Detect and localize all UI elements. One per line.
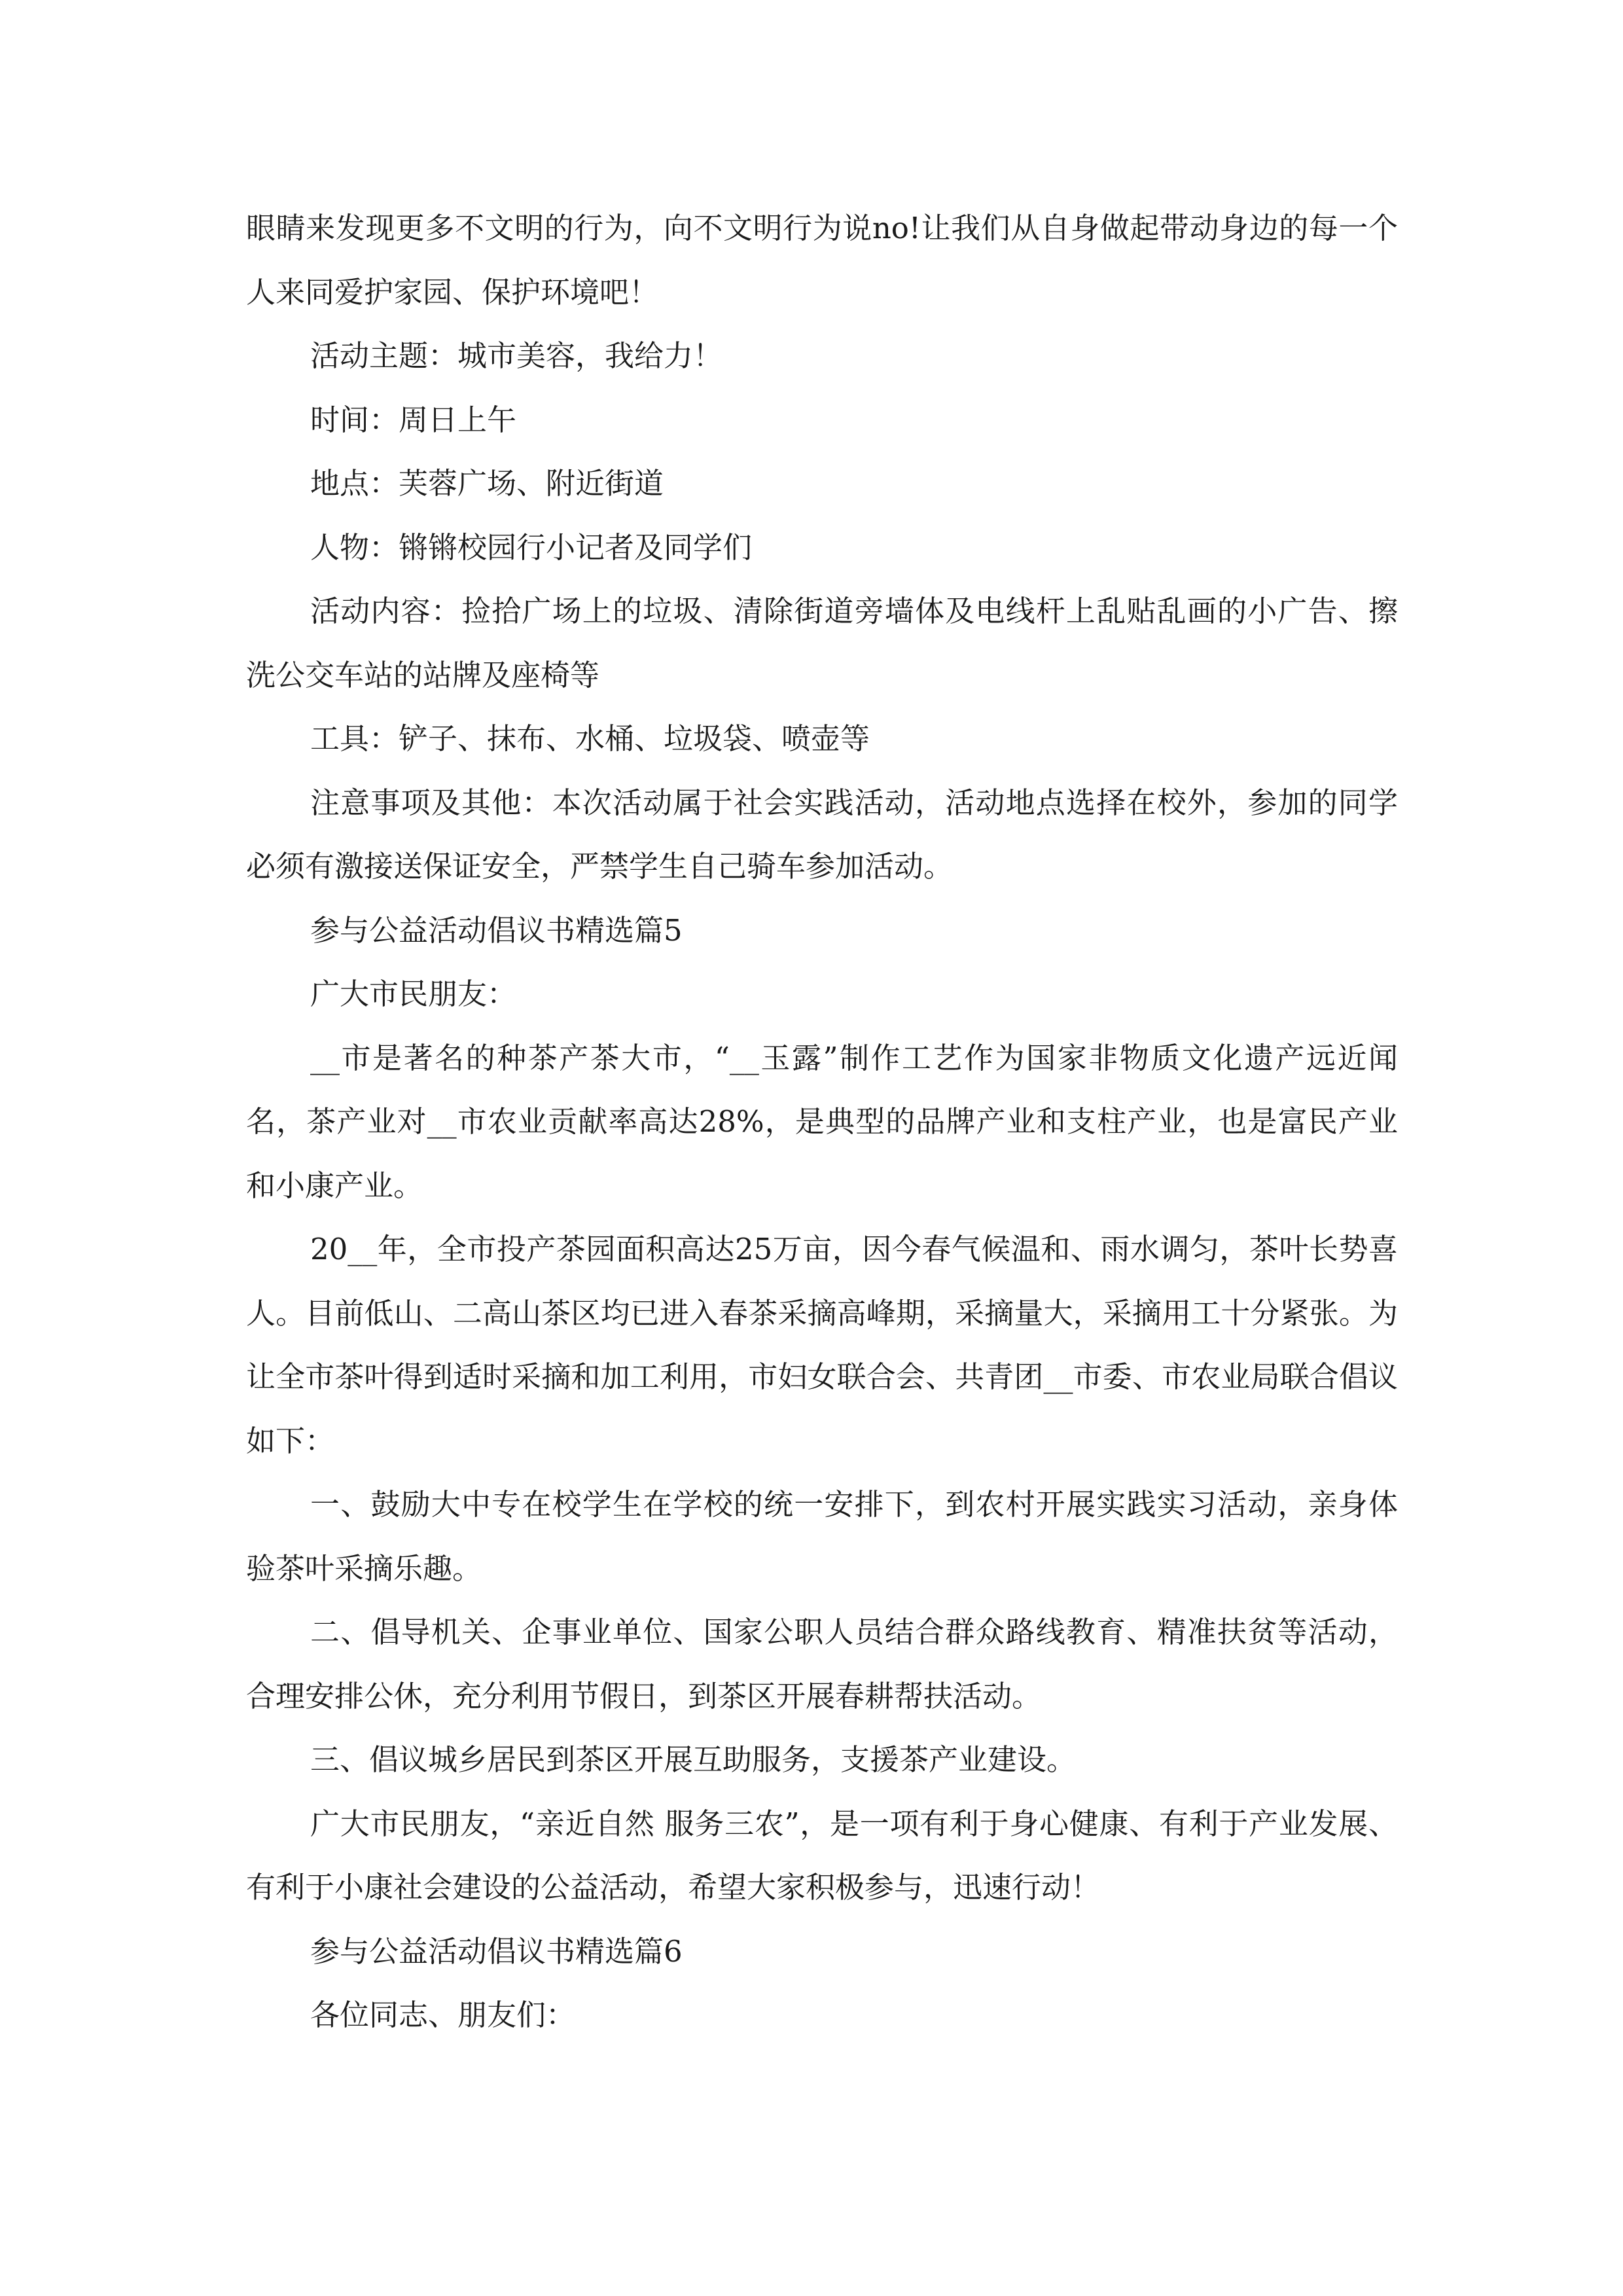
paragraph-participants: 人物：锵锵校园行小记者及同学们	[310, 529, 753, 565]
paragraph-location: 地点：芙蓉广场、附近街道	[310, 466, 664, 501]
section-heading-5: 参与公益活动倡议书精选篇5	[310, 912, 683, 948]
paragraph-activity-theme: 活动主题：城市美容，我给力！	[310, 338, 723, 373]
paragraph-proposal-3: 三、倡议城乡居民到茶区开展互助服务，支援茶产业建设。	[310, 1742, 1077, 1777]
paragraph-tools: 工具：铲子、抹布、水桶、垃圾袋、喷壶等	[310, 721, 870, 756]
paragraph-proposal-2: 二、倡导机关、企事业单位、国家公职人员结合群众路线教育、精准扶贫等活动，合理安排公休，充分利用节假日，到茶区开展春耕帮扶活动。	[246, 1615, 1398, 1713]
paragraph-time: 时间：周日上午	[310, 402, 517, 437]
document-body	[246, 196, 1398, 2047]
paragraph-salutation-5: 广大市民朋友：	[310, 977, 517, 1011]
paragraph-tea-city-intro: __市是著名的种茶产茶大市，“__玉露”制作工艺作为国家非物质文化遗产远近闻名，茶产业对__市农业贡献率高达28%，是典型的品牌产业和支柱产业，也是富民产业和小康产业。	[246, 1040, 1398, 1203]
paragraph-notes: 注意事项及其他：本次活动属于社会实践活动，活动地点选择在校外，参加的同学必须有激接送保证安全，严禁学生自己骑车参加活动。	[246, 785, 1398, 884]
paragraph-tea-harvest: 20__年，全市投产茶园面积高达25万亩，因今春气候温和、雨水调匀，茶叶长势喜人。目前低山、二高山茶区均已进入春茶采摘高峰期，采摘量大，采摘用工十分紧张。为让全市茶叶得到适时采摘和加工利用，市妇女联合会、共青团__市委、市农业局联合倡议如下：	[246, 1232, 1398, 1458]
paragraph-activity-content: 活动内容：捡拾广场上的垃圾、清除街道旁墙体及电线杆上乱贴乱画的小广告、擦洗公交车站的站牌及座椅等	[246, 594, 1398, 692]
paragraph-salutation-6: 各位同志、朋友们：	[310, 1998, 576, 2032]
paragraph-closing-5: 广大市民朋友，“亲近自然 服务三农”，是一项有利于身心健康、有利于产业发展、有利于小康社会建设的公益活动，希望大家积极参与，迅速行动！	[246, 1806, 1398, 1905]
section-heading-6: 参与公益活动倡议书精选篇6	[310, 1933, 683, 1969]
paragraph-closing-appeal: 眼睛来发现更多不文明的行为，向不文明行为说no!让我们从自身做起带动身边的每一个人来同爱护家园、保护环境吧！	[246, 211, 1398, 310]
paragraph-proposal-1: 一、鼓励大中专在校学生在学校的统一安排下，到农村开展实践实习活动，亲身体验茶叶采摘乐趣。	[246, 1487, 1398, 1586]
